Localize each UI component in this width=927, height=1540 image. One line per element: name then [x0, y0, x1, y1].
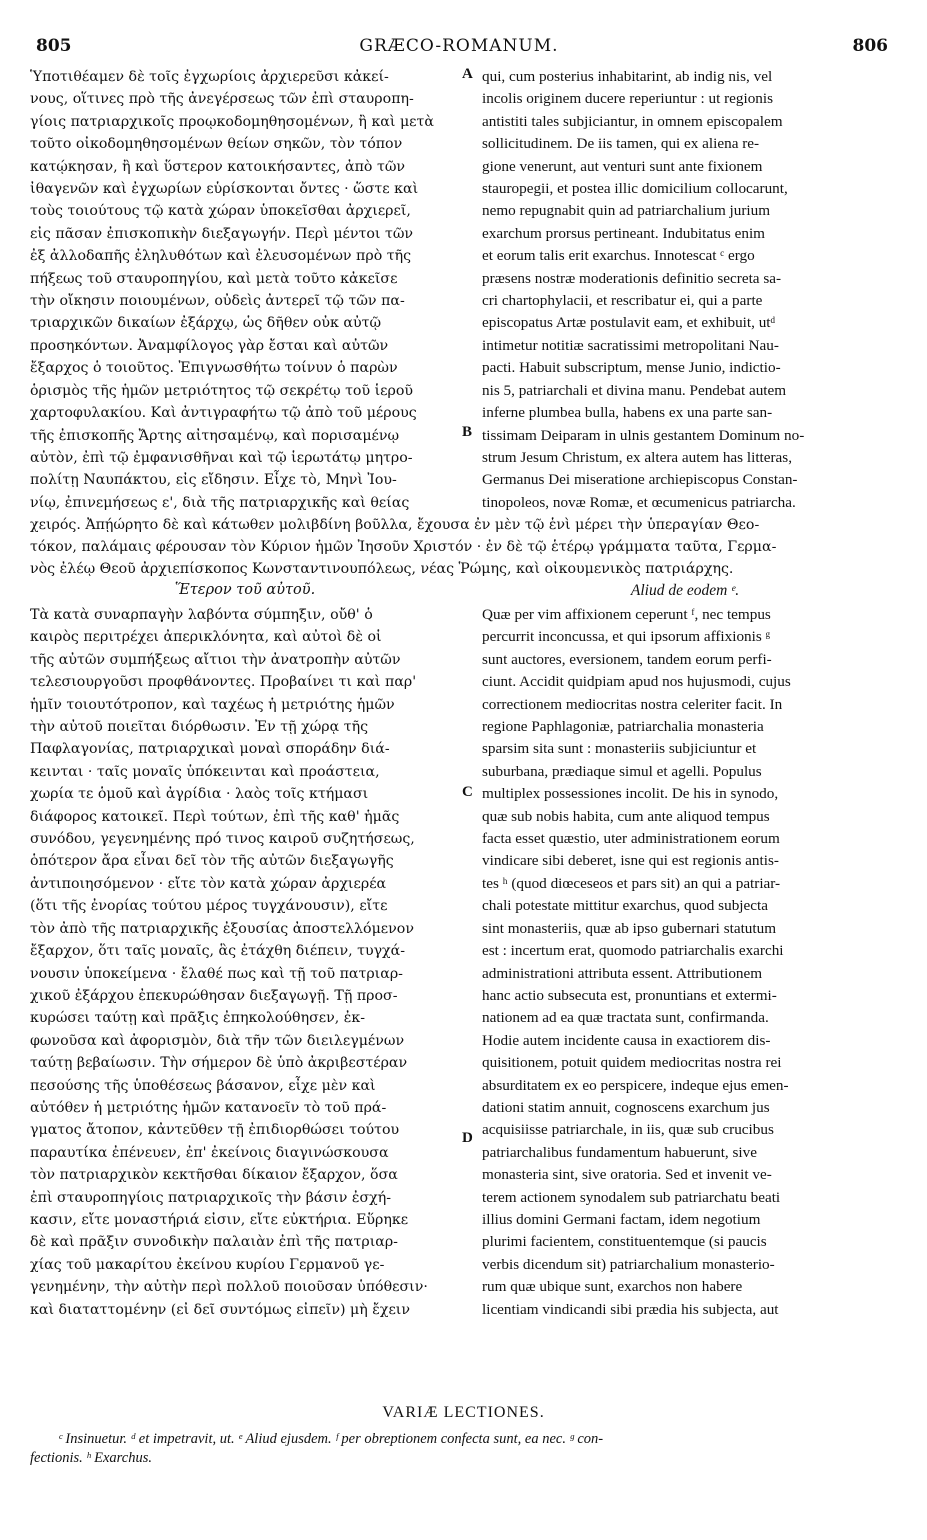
- greek-text-line: πεσούσης τῆς ὑποθέσεως βάσανον, εἶχε μὲν καὶ: [30, 1077, 376, 1094]
- greek-text-line: (ὅτι τῆς ἐνορίας τούτου μέρος τυγχάνουσιν), εἴτε: [30, 898, 388, 915]
- latin-column-bottom: [482, 604, 888, 1321]
- greek-text-line: προσηκόντων. Ἀναμφίλογος γὰρ ἔσται καὶ αὐτῶν: [30, 337, 389, 354]
- latin-text-line: cri chartophylacii, et rescribatur ei, qui a parte: [482, 292, 763, 310]
- latin-text-line: præsens nostræ moderationis definitio secreta sa-: [482, 269, 782, 287]
- latin-text-line: terem actionem synodalem sub patriarchatu beati: [482, 1188, 781, 1206]
- greek-text-line: καὶ διαταττομένην (εἰ δεῖ συντόμως εἰπεῖν) μὴ ἔχειν: [30, 1301, 410, 1318]
- greek-text-line: νουσιν ὑποκείμενα · ἔλαθέ πως καὶ τῇ τοῦ πατριαρ-: [30, 965, 403, 982]
- latin-text-line: correctionem mediocritas nostra celeriter facit. In: [482, 695, 783, 713]
- latin-text-line: hanc actio subsecuta est, pronuntians et extermi-: [482, 986, 777, 1004]
- latin-text-line: tes ʰ (quod diœceseos et pars sit) an qui a patriar-: [482, 874, 781, 892]
- greek-text-line: δὲ καὶ πρᾶξιν συνοδικὴν παλαιὰν ἐπὶ τῆς πατριαρ-: [30, 1234, 398, 1251]
- margin-letter-d: D: [462, 1130, 473, 1146]
- greek-text-line: αὐτόθεν ἡ μετριότης ἡμῶν κατανοεῖν τὸ τοῦ πρά-: [30, 1099, 387, 1116]
- margin-letter-c: C: [462, 784, 473, 800]
- latin-text-line: pacti. Habuit subscriptum, mense Junio, indictio-: [482, 359, 781, 377]
- latin-subtitle: Aliud de eodem ᵉ.: [630, 582, 740, 599]
- latin-text-line: gione venerunt, aut venturi sunt ante fixionem: [482, 157, 763, 175]
- latin-text-line: Hodie autem incidente causa in exactiorem dis-: [482, 1031, 771, 1049]
- greek-text-line: συνόδου, γεγενημένης πρό τινος καιροῦ συζητήσεως,: [30, 831, 415, 848]
- latin-text-line: licentiam vindicandi sibi prædia his subjecta, aut: [482, 1300, 779, 1318]
- greek-text-line: τὸν πατριαρχικὸν κεκτῆσθαι δίκαιον ἔξαρχον, ὅσα: [30, 1167, 398, 1184]
- greek-text-line: τοὺς τοιούτους τῷ κατὰ χώραν ὑποκεῖσθαι ἀρχιερεῖ,: [30, 203, 411, 220]
- latin-text-line: verbis dicendum sit) patriarchalium monasterio-: [482, 1255, 775, 1273]
- greek-text-line: γενημένην, τὴν αὐτὴν περὶ πολλοῦ ποιοῦσαν ὑπόθεσιν·: [30, 1279, 428, 1296]
- latin-text-line: Quæ per vim affixionem ceperunt ᶠ, nec tempus: [482, 606, 771, 623]
- latin-text-line: est : incertum erat, quomodo patriarchalis exarchi: [482, 942, 784, 960]
- greek-text-line: ἰθαγενῶν καὶ ἐγχωρίων εὑρίσκονται ὄντες · ὥστε καὶ: [30, 181, 419, 198]
- latin-text-line: quæ sub nobis habita, cum ante aliquod tempus: [482, 807, 770, 825]
- greek-text-line: τὸν ἀπὸ τῆς πατριαρχικῆς ἐξουσίας ἀποστελλόμενον: [30, 920, 414, 937]
- greek-text-line: ἡμῖν τοιουτότροπον, καὶ ταχέως ἡ μετριότης ἡμῶν: [30, 696, 395, 713]
- latin-text-line: patriarchalibus fundamentum habuerunt, sive: [482, 1143, 757, 1161]
- latin-text-line: ciunt. Accidit quidpiam apud nos hujusmodi, cujus: [482, 673, 791, 691]
- margin-letter-b: B: [462, 424, 473, 440]
- span-line-1: χειρός. Ἀπῄώρητο δὲ καὶ κάτωθεν μολιβδίνη βοῦλλα, ἔχουσα ἐν μὲν τῷ ἑνὶ μέρει τὴν ὑπεραγίαν Θεο-: [30, 517, 760, 533]
- greek-text-line: ἀντιποιησόμενον · εἴτε τὸν κατὰ χώραν ἀρχιερέα: [30, 875, 387, 892]
- latin-text-line: chali potestate mittitur exarchus, quod subjecta: [482, 897, 768, 915]
- greek-text-line: τὴν οἴκησιν ποιουμένων, οὐδεὶς ἀντερεῖ τῷ τῶν πα-: [30, 293, 405, 310]
- greek-text-line: κασιν, εἴτε μοναστήριά εἰσιν, εἴτε εὐκτήρια. Εὕρηκε: [30, 1211, 409, 1228]
- latin-text-line: administrationi attributa essent. Attributionem: [482, 964, 763, 982]
- greek-column-top: [30, 66, 460, 514]
- greek-text-line: τῆς ἐπισκοπῆς Ἄρτης αἰτησαμένῳ, καὶ πορισαμένῳ: [30, 427, 400, 444]
- greek-text-line: χαρτοφυλακίου. Καὶ ἀντιγραφήτω τῷ ἀπὸ τοῦ μέρους: [30, 405, 417, 422]
- latin-text-line: sint monasteriis, quæ ab ipso gubernari statutum: [482, 919, 777, 937]
- latin-text-line: qui, cum posterius inhabitarint, ab indig nis, vel: [482, 68, 773, 85]
- greek-text-line: Τὰ κατὰ συναρπαγὴν λαβόντα σύμπηξιν, οὔθ' ὁ: [30, 607, 373, 623]
- greek-column-bottom: [30, 604, 460, 1321]
- variae-lectiones-line-2: fectionis. ʰ Exarchus.: [30, 1450, 152, 1466]
- greek-text-line: ἐπὶ σταυροπηγίοις πατριαρχικοῖς τὴν βάσιν ἐσχή-: [30, 1189, 392, 1206]
- latin-text-line: tinopoleos, novæ Romæ, et œcumenicus patriarcha.: [482, 493, 796, 511]
- greek-text-line: ὁπότερον ἄρα εἶναι δεῖ τὸν τῆς αὐτῶν διεξαγωγῆς: [30, 853, 394, 870]
- greek-text-line: ἔξαρχον, ὅτι ταῖς μοναῖς, ἃς ἐτάχθη διέπειν, τυγχά-: [30, 943, 406, 960]
- greek-text-line: γματος ἄτοπον, κἀντεῦθεν τῇ ἐπιδιορθώσει τούτου: [30, 1122, 400, 1139]
- greek-text-line: καιρὸς περιτρέχει ἀπερικλόνητα, καὶ αὐτοὶ δὲ οἱ: [30, 629, 382, 646]
- latin-text-line: sparsim sita sunt : monasteriis subjiciuntur et: [482, 740, 757, 758]
- page-number-left: 805: [36, 36, 72, 56]
- latin-text-line: antistiti tales subjiciantur, in omnem episcopalem: [482, 112, 783, 130]
- greek-text-line: ὁρισμὸς τῆς ἡμῶν μετριότητος τῷ σεκρέτῳ τοῦ ἱεροῦ: [30, 382, 414, 399]
- latin-text-line: intimetur notitiæ sacratissimi metropolitani Nau-: [482, 336, 779, 354]
- greek-text-line: γίοις πατριαρχικοῖς προῳκοδομηθησομένων, ἢ καὶ μετὰ: [30, 113, 434, 130]
- latin-text-line: plurimi facientem, constituentemque (si paucis: [482, 1233, 767, 1251]
- greek-text-line: Παφλαγονίας, πατριαρχικαὶ μοναὶ σποράδην διά-: [30, 741, 390, 758]
- span-line-2: τόκον, παλάμαις φέρουσαν τὸν Κύριον ἡμῶν Ἰησοῦν Χριστόν · ἐν δὲ τῷ ἑτέρῳ γράμματα ταῦτα, Γερμα-: [30, 539, 777, 555]
- latin-text-line: suburbana, prædiaque simul et agelli. Populus: [482, 762, 762, 780]
- margin-letter-a: A: [462, 66, 473, 82]
- greek-text-line: εἰς πᾶσαν ἐπισκοπικὴν διεξαγωγήν. Περὶ μέντοι τῶν: [30, 225, 414, 242]
- latin-text-line: absurditatem ex eo perspicere, indeque ejus emen-: [482, 1076, 789, 1094]
- latin-text-line: percurrit inconcussa, et qui ipsorum affixionis ᵍ: [482, 628, 771, 646]
- greek-text-line: νίῳ, ἐπινεμήσεως ε', διὰ τῆς πατριαρχικῆς καὶ θείας: [30, 494, 410, 511]
- latin-text-line: nis 5, patriarchali et divina manu. Pendebat autem: [482, 381, 787, 399]
- greek-text-line: κεινται · ταῖς μοναῖς ὑπόκεινται καὶ προάστεια,: [30, 763, 380, 780]
- page-number-right: 806: [852, 36, 888, 56]
- latin-text-line: strum Jesum Christum, ex altera autem has litteras,: [482, 448, 793, 466]
- greek-text-line: κυρώσει ταύτῃ καὶ πρᾶξις ἐπηκολούθησεν, ἐκ-: [30, 1010, 366, 1027]
- greek-text-line: χικοῦ ἐξάρχου ἐπεκυρώθησαν διεξαγωγῇ. Τῇ προσ-: [30, 987, 398, 1004]
- latin-text-line: exarchum prorsus pertineant. Indubitatus enim: [482, 224, 766, 242]
- greek-text-line: ἔξαρχος ὁ τοιοῦτος. Ἐπιγνωσθήτω τοίνυν ὁ παρὼν: [30, 360, 398, 377]
- latin-text-line: acquisiisse patriarchale, in iis, quæ sub crucibus: [482, 1121, 774, 1139]
- greek-text-line: τῆς αὐτῶν συμπήξεως αἴτιοι τὴν ἀνατροπὴν αὐτῶν: [30, 651, 401, 668]
- variae-lectiones-title: VARIÆ LECTIONES.: [382, 1404, 545, 1421]
- greek-text-line: τριαρχικῶν δικαίων ἐξάρχῳ, ὡς δῆθεν οὐκ αὐτῷ: [30, 315, 382, 332]
- page-header: [30, 36, 888, 66]
- latin-text-line: monasteria sint, sive oratoria. Sed et invenit ve-: [482, 1166, 772, 1184]
- latin-text-line: sunt auctores, eversionem, tandem eorum perfi-: [482, 650, 772, 668]
- greek-subtitle: Ἕτερον τοῦ αὐτοῦ.: [174, 582, 316, 598]
- greek-text-line: ἐξ ἀλλοδαπῆς ἐληλυθότων καὶ ἐλευσομένων πρὸ τῆς: [30, 248, 412, 265]
- latin-text-line: rum quæ ubique sunt, exarchos non habere: [482, 1278, 743, 1296]
- latin-text-line: sollicitudinem. De iis tamen, qui ex aliena re-: [482, 135, 760, 153]
- greek-text-line: διάφορος κατοικεῖ. Περὶ τούτων, ἐπὶ τῆς καθ' ἡμᾶς: [30, 808, 400, 825]
- latin-text-line: nemo repugnabit quin ad patriarchalium jurium: [482, 202, 771, 220]
- greek-text-line: νους, οἵτινες πρὸ τῆς ἀνεγέρσεως τῶν ἐπὶ σταυροπη-: [30, 91, 414, 108]
- latin-text-line: regione Paphlagoniæ, patriarchalia monasteria: [482, 718, 764, 736]
- greek-text-line: χωρία τε ὁμοῦ καὶ ἀγρίδια · λαὸς τοῖς κτήμασι: [30, 786, 369, 803]
- span-line-3: νὸς ἐλέῳ Θεοῦ ἀρχιεπίσκοπος Κωνσταντινουπόλεως, νέας Ῥώμης, καὶ οἰκουμενικὸς πατριάρχης.: [30, 561, 734, 577]
- running-title: GRÆCO-ROMANUM.: [359, 36, 559, 56]
- variae-lectiones-line-1: ᶜ Insinuetur. ᵈ et impetravit, ut. ᵉ Aliud ejusdem. ᶠ per obreptionem confecta sunt, ea nec. ᵍ con-: [58, 1431, 604, 1447]
- latin-column-top: [482, 66, 888, 514]
- greek-text-line: κατῴκησαν, ἢ καὶ ὕστερον κατοικήσαντες, ἀπὸ τῶν: [30, 158, 406, 175]
- greek-text-line: πήξεως τοῦ σταυροπηγίου, καὶ μετὰ τοῦτο κἀκεῖσε: [30, 270, 398, 287]
- latin-text-line: incolis originem ducere reperiuntur : ut regionis: [482, 90, 774, 108]
- greek-text-line: αὐτὸν, ἐπὶ τῷ ἐμφανισθῆναι καὶ τῷ ἱερωτάτῳ μητρο-: [30, 449, 413, 466]
- latin-text-line: illius domini Germani factam, idem negotium: [482, 1210, 761, 1228]
- latin-text-line: Germanus Dei miseratione archiepiscopus Constan-: [482, 471, 798, 489]
- greek-text-line: χίας τοῦ μακαρίτου ἐκείνου κυρίου Γερμανοῦ γε-: [30, 1256, 385, 1273]
- latin-text-line: inferne plumbea bulla, habens ex una parte san-: [482, 404, 773, 422]
- greek-text-line: τὴν αὐτοῦ ποιεῖται διόρθωσιν. Ἐν τῇ χώρᾳ τῆς: [30, 719, 369, 736]
- latin-text-line: episcopatus Artæ postulavit eam, et exhibuit, utᵈ: [482, 314, 776, 332]
- latin-text-line: quisitionem, potuit quidem mediocritas nostra rei: [482, 1054, 782, 1072]
- greek-text-line: παραυτίκα ἐπένευεν, ἐπ' ἐκείνοις διαγινώσκουσα: [30, 1144, 389, 1161]
- greek-text-line: τελεσιουργοῦσι προφθάνοντες. Προβαίνει τι καὶ παρ': [30, 674, 417, 691]
- latin-text-line: et eorum talis erit exarchus. Innotescat ᶜ ergo: [482, 247, 755, 265]
- greek-text-line: φωνοῦσα καὶ ἀφορισμὸν, διὰ τῆν τῶν διειλεγμένων: [30, 1032, 405, 1049]
- latin-text-line: multiplex possessiones incolit. De his in synodo,: [482, 785, 779, 803]
- latin-text-line: nationem ad ea quæ tractata sunt, confirmanda.: [482, 1009, 769, 1027]
- latin-text-line: tissimam Deiparam in ulnis gestantem Dominum no-: [482, 426, 805, 444]
- latin-text-line: facta esset quæstio, uter administrationem eorum: [482, 830, 780, 848]
- greek-text-line: ταύτῃ βεβαίωσιν. Τὴν σήμερον δὲ ὑπὸ ἀκριβεστέραν: [30, 1055, 408, 1072]
- latin-text-line: dationi statim annuit, cognoscens exarchum jus: [482, 1098, 770, 1116]
- latin-text-line: stauropegii, et postea illic domicilium collocarunt,: [482, 180, 788, 198]
- greek-text-line: τοῦτο οἰκοδομηθησομένων θείων σηκῶν, τὸν τόπον: [30, 136, 403, 153]
- greek-text-line: πολίτῃ Ναυπάκτου, εἰς εἴδησιν. Εἶχε τὸ, Μηνὶ Ἰου-: [30, 472, 397, 489]
- latin-text-line: vindicare sibi deberet, isne qui est regionis antis-: [482, 852, 779, 870]
- greek-text-line: Ὑποτιθέαμεν δὲ τοῖς ἐγχωρίοις ἀρχιερεῦσι κἀκεί-: [30, 69, 389, 85]
